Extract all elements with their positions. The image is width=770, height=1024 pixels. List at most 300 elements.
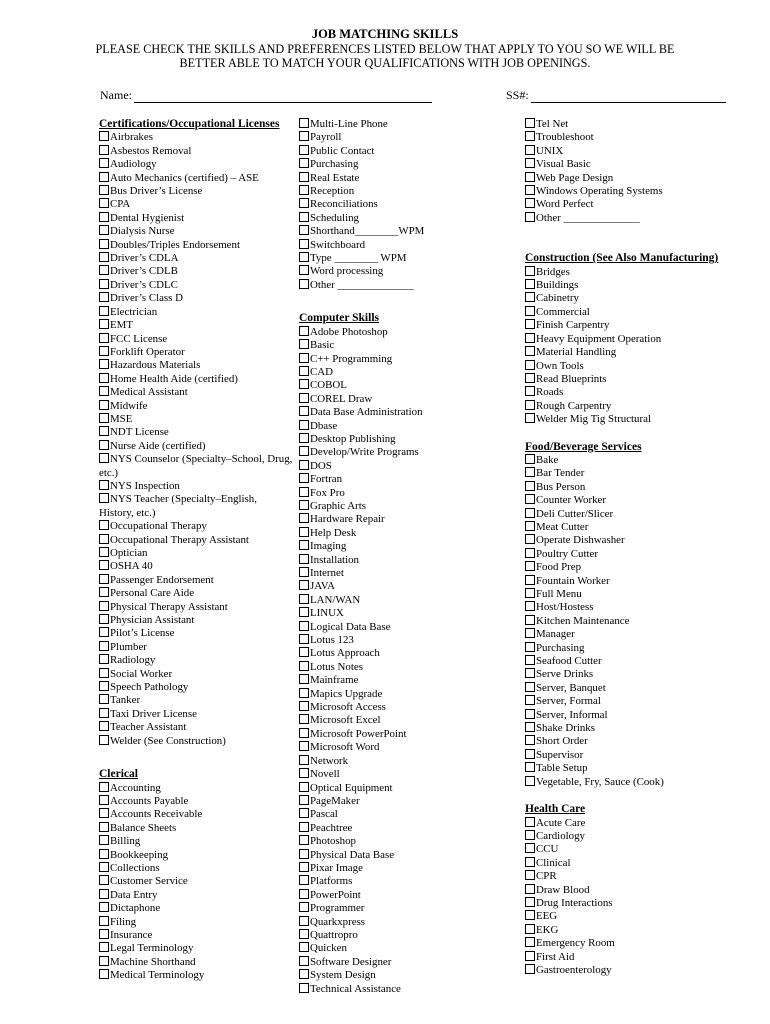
- checkbox[interactable]: [525, 521, 535, 531]
- skill-item[interactable]: [525, 830, 755, 843]
- skill-item[interactable]: [99, 239, 294, 252]
- skill-item[interactable]: [525, 762, 755, 775]
- skill-item[interactable]: [525, 319, 755, 332]
- skill-item[interactable]: [525, 655, 755, 668]
- skill-item[interactable]: [525, 735, 755, 748]
- checkbox[interactable]: [525, 198, 535, 208]
- skill-item[interactable]: [99, 279, 294, 292]
- checkbox[interactable]: [299, 647, 309, 657]
- skill-item[interactable]: [99, 185, 294, 198]
- skill-item[interactable]: [99, 969, 294, 982]
- checkbox[interactable]: [299, 540, 309, 550]
- skill-item[interactable]: [99, 902, 294, 915]
- checkbox[interactable]: [299, 487, 309, 497]
- checkbox[interactable]: [99, 902, 109, 912]
- checkbox[interactable]: [525, 857, 535, 867]
- skill-item[interactable]: [99, 668, 294, 681]
- skill-item[interactable]: [525, 722, 755, 735]
- skill-item[interactable]: [299, 379, 504, 392]
- checkbox[interactable]: [299, 969, 309, 979]
- checkbox[interactable]: [299, 755, 309, 765]
- checkbox[interactable]: [99, 145, 109, 155]
- skill-item[interactable]: [525, 601, 755, 614]
- checkbox[interactable]: [525, 360, 535, 370]
- skill-item[interactable]: [99, 480, 294, 493]
- checkbox[interactable]: [99, 641, 109, 651]
- skill-item[interactable]: [525, 642, 755, 655]
- skill-item[interactable]: [99, 942, 294, 955]
- skill-item[interactable]: [299, 540, 504, 553]
- checkbox[interactable]: [99, 225, 109, 235]
- checkbox[interactable]: [525, 749, 535, 759]
- skill-item[interactable]: [525, 843, 755, 856]
- skill-item[interactable]: [99, 574, 294, 587]
- skill-item[interactable]: [299, 768, 504, 781]
- checkbox[interactable]: [299, 634, 309, 644]
- checkbox[interactable]: [99, 654, 109, 664]
- skill-item[interactable]: [299, 782, 504, 795]
- checkbox[interactable]: [99, 426, 109, 436]
- checkbox[interactable]: [99, 480, 109, 490]
- checkbox[interactable]: [525, 668, 535, 678]
- checkbox[interactable]: [99, 560, 109, 570]
- skill-item[interactable]: [525, 548, 755, 561]
- checkbox[interactable]: [299, 621, 309, 631]
- checkbox[interactable]: [525, 561, 535, 571]
- skill-item[interactable]: [299, 353, 504, 366]
- skill-item[interactable]: [525, 695, 755, 708]
- checkbox[interactable]: [99, 265, 109, 275]
- skill-item[interactable]: [99, 587, 294, 600]
- checkbox[interactable]: [299, 225, 309, 235]
- skill-item[interactable]: [299, 942, 504, 955]
- checkbox[interactable]: [525, 292, 535, 302]
- skill-item[interactable]: [299, 647, 504, 660]
- checkbox[interactable]: [525, 548, 535, 558]
- skill-item[interactable]: [299, 420, 504, 433]
- checkbox[interactable]: [299, 808, 309, 818]
- checkbox[interactable]: [99, 239, 109, 249]
- skill-item[interactable]: [99, 956, 294, 969]
- checkbox[interactable]: [299, 446, 309, 456]
- skill-item[interactable]: [99, 359, 294, 372]
- checkbox[interactable]: [525, 158, 535, 168]
- checkbox[interactable]: [99, 916, 109, 926]
- skill-item[interactable]: [99, 131, 294, 144]
- skill-item[interactable]: [299, 755, 504, 768]
- skill-item[interactable]: [299, 406, 504, 419]
- checkbox[interactable]: [99, 386, 109, 396]
- checkbox[interactable]: [525, 615, 535, 625]
- checkbox[interactable]: [525, 870, 535, 880]
- checkbox[interactable]: [99, 185, 109, 195]
- skill-item[interactable]: [525, 481, 755, 494]
- skill-item[interactable]: [525, 292, 755, 305]
- skill-item[interactable]: [299, 795, 504, 808]
- skill-item[interactable]: [525, 131, 755, 144]
- checkbox[interactable]: [299, 902, 309, 912]
- checkbox[interactable]: [525, 951, 535, 961]
- skill-item[interactable]: [299, 849, 504, 862]
- checkbox[interactable]: [525, 508, 535, 518]
- skill-item[interactable]: [525, 749, 755, 762]
- checkbox[interactable]: [299, 849, 309, 859]
- checkbox[interactable]: [299, 983, 309, 993]
- name-line[interactable]: [134, 91, 432, 103]
- skill-item[interactable]: [525, 884, 755, 897]
- skill-item[interactable]: [299, 674, 504, 687]
- checkbox[interactable]: [525, 575, 535, 585]
- skill-item[interactable]: [525, 198, 755, 211]
- checkbox[interactable]: [299, 714, 309, 724]
- checkbox[interactable]: [99, 721, 109, 731]
- checkbox[interactable]: [525, 924, 535, 934]
- checkbox[interactable]: [99, 929, 109, 939]
- skill-item[interactable]: [299, 145, 504, 158]
- checkbox[interactable]: [99, 694, 109, 704]
- skill-item[interactable]: [99, 875, 294, 888]
- checkbox[interactable]: [525, 333, 535, 343]
- skill-item[interactable]: [525, 857, 755, 870]
- skill-item[interactable]: [99, 252, 294, 265]
- checkbox[interactable]: [99, 158, 109, 168]
- checkbox[interactable]: [525, 185, 535, 195]
- checkbox[interactable]: [525, 722, 535, 732]
- skill-item[interactable]: [525, 373, 755, 386]
- skill-item[interactable]: [99, 333, 294, 346]
- checkbox[interactable]: [299, 822, 309, 832]
- skill-item[interactable]: [99, 265, 294, 278]
- checkbox[interactable]: [299, 420, 309, 430]
- checkbox[interactable]: [525, 319, 535, 329]
- checkbox[interactable]: [299, 580, 309, 590]
- skill-item[interactable]: [99, 319, 294, 332]
- skill-item[interactable]: [525, 494, 755, 507]
- checkbox[interactable]: [525, 910, 535, 920]
- skill-item[interactable]: [299, 889, 504, 902]
- skill-item[interactable]: [99, 453, 294, 480]
- checkbox[interactable]: [299, 326, 309, 336]
- skill-item[interactable]: [525, 279, 755, 292]
- checkbox[interactable]: [525, 413, 535, 423]
- skill-item[interactable]: [99, 627, 294, 640]
- checkbox[interactable]: [99, 681, 109, 691]
- checkbox[interactable]: [299, 567, 309, 577]
- skill-item[interactable]: [525, 964, 755, 977]
- checkbox[interactable]: [525, 843, 535, 853]
- skill-item[interactable]: [99, 493, 294, 520]
- checkbox[interactable]: [99, 782, 109, 792]
- skill-item[interactable]: [525, 709, 755, 722]
- skill-item[interactable]: [525, 145, 755, 158]
- skill-item[interactable]: [299, 131, 504, 144]
- skill-item[interactable]: [299, 875, 504, 888]
- skill-item[interactable]: [525, 266, 755, 279]
- skill-item[interactable]: [525, 588, 755, 601]
- checkbox[interactable]: [99, 956, 109, 966]
- checkbox[interactable]: [99, 969, 109, 979]
- skill-item[interactable]: [99, 373, 294, 386]
- skill-item[interactable]: [299, 983, 504, 996]
- checkbox[interactable]: [525, 655, 535, 665]
- checkbox[interactable]: [299, 554, 309, 564]
- skill-item[interactable]: [99, 654, 294, 667]
- skill-item[interactable]: [525, 870, 755, 883]
- checkbox[interactable]: [299, 393, 309, 403]
- skill-item[interactable]: [99, 158, 294, 171]
- checkbox[interactable]: [99, 212, 109, 222]
- skill-item[interactable]: [99, 849, 294, 862]
- skill-item[interactable]: [99, 225, 294, 238]
- skill-item[interactable]: [299, 446, 504, 459]
- checkbox[interactable]: [525, 266, 535, 276]
- checkbox[interactable]: [525, 588, 535, 598]
- checkbox[interactable]: [525, 601, 535, 611]
- checkbox[interactable]: [99, 346, 109, 356]
- checkbox[interactable]: [525, 481, 535, 491]
- checkbox[interactable]: [99, 172, 109, 182]
- checkbox[interactable]: [525, 709, 535, 719]
- checkbox[interactable]: [99, 795, 109, 805]
- checkbox[interactable]: [525, 695, 535, 705]
- skill-item[interactable]: [299, 279, 504, 292]
- skill-item[interactable]: [525, 575, 755, 588]
- skill-item[interactable]: [299, 339, 504, 352]
- skill-item[interactable]: [299, 527, 504, 540]
- checkbox[interactable]: [99, 735, 109, 745]
- checkbox[interactable]: [299, 875, 309, 885]
- checkbox[interactable]: [525, 776, 535, 786]
- skill-item[interactable]: [525, 400, 755, 413]
- skill-item[interactable]: [299, 661, 504, 674]
- skill-item[interactable]: [299, 822, 504, 835]
- checkbox[interactable]: [99, 547, 109, 557]
- skill-item[interactable]: [525, 185, 755, 198]
- checkbox[interactable]: [99, 808, 109, 818]
- checkbox[interactable]: [299, 594, 309, 604]
- skill-item[interactable]: [299, 366, 504, 379]
- checkbox[interactable]: [299, 768, 309, 778]
- checkbox[interactable]: [299, 198, 309, 208]
- skill-item[interactable]: [299, 808, 504, 821]
- skill-item[interactable]: [299, 728, 504, 741]
- checkbox[interactable]: [299, 956, 309, 966]
- checkbox[interactable]: [99, 279, 109, 289]
- checkbox[interactable]: [525, 682, 535, 692]
- skill-item[interactable]: [299, 621, 504, 634]
- skill-item[interactable]: [525, 413, 755, 426]
- checkbox[interactable]: [525, 279, 535, 289]
- skill-item[interactable]: [299, 835, 504, 848]
- checkbox[interactable]: [299, 862, 309, 872]
- skill-item[interactable]: [299, 500, 504, 513]
- skill-item[interactable]: [299, 580, 504, 593]
- skill-item[interactable]: [299, 212, 504, 225]
- checkbox[interactable]: [299, 500, 309, 510]
- skill-item[interactable]: [525, 534, 755, 547]
- skill-item[interactable]: [99, 198, 294, 211]
- skill-item[interactable]: [525, 615, 755, 628]
- checkbox[interactable]: [299, 279, 309, 289]
- checkbox[interactable]: [299, 145, 309, 155]
- skill-item[interactable]: [299, 929, 504, 942]
- checkbox[interactable]: [525, 454, 535, 464]
- checkbox[interactable]: [299, 239, 309, 249]
- checkbox[interactable]: [299, 527, 309, 537]
- ss-field[interactable]: [506, 88, 726, 103]
- checkbox[interactable]: [299, 118, 309, 128]
- skill-item[interactable]: [99, 560, 294, 573]
- checkbox[interactable]: [299, 741, 309, 751]
- skill-item[interactable]: [99, 929, 294, 942]
- checkbox[interactable]: [299, 916, 309, 926]
- skill-item[interactable]: [299, 118, 504, 131]
- checkbox[interactable]: [99, 453, 109, 463]
- skill-item[interactable]: [525, 212, 755, 225]
- skill-item[interactable]: [525, 172, 755, 185]
- skill-item[interactable]: [525, 333, 755, 346]
- checkbox[interactable]: [99, 252, 109, 262]
- skill-item[interactable]: [525, 910, 755, 923]
- checkbox[interactable]: [99, 333, 109, 343]
- checkbox[interactable]: [525, 373, 535, 383]
- skill-item[interactable]: [525, 776, 755, 789]
- checkbox[interactable]: [299, 782, 309, 792]
- skill-item[interactable]: [299, 185, 504, 198]
- checkbox[interactable]: [525, 400, 535, 410]
- checkbox[interactable]: [299, 473, 309, 483]
- checkbox[interactable]: [525, 884, 535, 894]
- skill-item[interactable]: [299, 969, 504, 982]
- checkbox[interactable]: [525, 386, 535, 396]
- skill-item[interactable]: [525, 386, 755, 399]
- checkbox[interactable]: [299, 339, 309, 349]
- checkbox[interactable]: [525, 131, 535, 141]
- checkbox[interactable]: [299, 252, 309, 262]
- skill-item[interactable]: [525, 306, 755, 319]
- checkbox[interactable]: [525, 817, 535, 827]
- checkbox[interactable]: [299, 353, 309, 363]
- skill-item[interactable]: [99, 413, 294, 426]
- checkbox[interactable]: [525, 494, 535, 504]
- skill-item[interactable]: [99, 782, 294, 795]
- skill-item[interactable]: [99, 808, 294, 821]
- checkbox[interactable]: [299, 835, 309, 845]
- skill-item[interactable]: [525, 817, 755, 830]
- skill-item[interactable]: [299, 487, 504, 500]
- skill-item[interactable]: [299, 567, 504, 580]
- checkbox[interactable]: [525, 762, 535, 772]
- skill-item[interactable]: [99, 862, 294, 875]
- skill-item[interactable]: [525, 346, 755, 359]
- skill-item[interactable]: [99, 346, 294, 359]
- skill-item[interactable]: [99, 795, 294, 808]
- skill-item[interactable]: [525, 360, 755, 373]
- checkbox[interactable]: [99, 889, 109, 899]
- skill-item[interactable]: [99, 889, 294, 902]
- skill-item[interactable]: [299, 916, 504, 929]
- skill-item[interactable]: [99, 735, 294, 748]
- checkbox[interactable]: [299, 379, 309, 389]
- checkbox[interactable]: [525, 937, 535, 947]
- skill-item[interactable]: [525, 951, 755, 964]
- skill-item[interactable]: [99, 708, 294, 721]
- skill-item[interactable]: [99, 916, 294, 929]
- skill-item[interactable]: [99, 835, 294, 848]
- skill-item[interactable]: [99, 681, 294, 694]
- skill-item[interactable]: [525, 682, 755, 695]
- skill-item[interactable]: [525, 454, 755, 467]
- checkbox[interactable]: [525, 735, 535, 745]
- checkbox[interactable]: [299, 185, 309, 195]
- skill-item[interactable]: [299, 513, 504, 526]
- skill-item[interactable]: [299, 326, 504, 339]
- skill-item[interactable]: [525, 937, 755, 950]
- skill-item[interactable]: [299, 714, 504, 727]
- checkbox[interactable]: [299, 131, 309, 141]
- skill-item[interactable]: [525, 668, 755, 681]
- skill-item[interactable]: [299, 688, 504, 701]
- skill-item[interactable]: [99, 145, 294, 158]
- skill-item[interactable]: [525, 467, 755, 480]
- skill-item[interactable]: [525, 924, 755, 937]
- skill-item[interactable]: [525, 118, 755, 131]
- checkbox[interactable]: [525, 172, 535, 182]
- skill-item[interactable]: [99, 547, 294, 560]
- skill-item[interactable]: [99, 306, 294, 319]
- skill-item[interactable]: [299, 225, 504, 238]
- skill-item[interactable]: [299, 594, 504, 607]
- checkbox[interactable]: [99, 574, 109, 584]
- checkbox[interactable]: [299, 607, 309, 617]
- ss-line[interactable]: [531, 91, 726, 103]
- checkbox[interactable]: [99, 587, 109, 597]
- checkbox[interactable]: [299, 942, 309, 952]
- skill-item[interactable]: [99, 822, 294, 835]
- checkbox[interactable]: [525, 642, 535, 652]
- skill-item[interactable]: [299, 701, 504, 714]
- skill-item[interactable]: [99, 520, 294, 533]
- checkbox[interactable]: [99, 942, 109, 952]
- checkbox[interactable]: [525, 467, 535, 477]
- skill-item[interactable]: [299, 239, 504, 252]
- name-field[interactable]: [100, 88, 432, 103]
- skill-item[interactable]: [99, 601, 294, 614]
- checkbox[interactable]: [299, 728, 309, 738]
- checkbox[interactable]: [525, 212, 535, 222]
- checkbox[interactable]: [99, 822, 109, 832]
- checkbox[interactable]: [299, 406, 309, 416]
- checkbox[interactable]: [299, 366, 309, 376]
- checkbox[interactable]: [299, 460, 309, 470]
- skill-item[interactable]: [299, 252, 504, 265]
- checkbox[interactable]: [525, 964, 535, 974]
- checkbox[interactable]: [525, 118, 535, 128]
- skill-item[interactable]: [525, 561, 755, 574]
- checkbox[interactable]: [99, 601, 109, 611]
- skill-item[interactable]: [299, 902, 504, 915]
- checkbox[interactable]: [99, 198, 109, 208]
- checkbox[interactable]: [299, 795, 309, 805]
- checkbox[interactable]: [99, 708, 109, 718]
- checkbox[interactable]: [299, 265, 309, 275]
- skill-item[interactable]: [99, 426, 294, 439]
- checkbox[interactable]: [99, 373, 109, 383]
- skill-item[interactable]: [99, 292, 294, 305]
- checkbox[interactable]: [299, 889, 309, 899]
- skill-item[interactable]: [299, 198, 504, 211]
- skill-item[interactable]: [99, 440, 294, 453]
